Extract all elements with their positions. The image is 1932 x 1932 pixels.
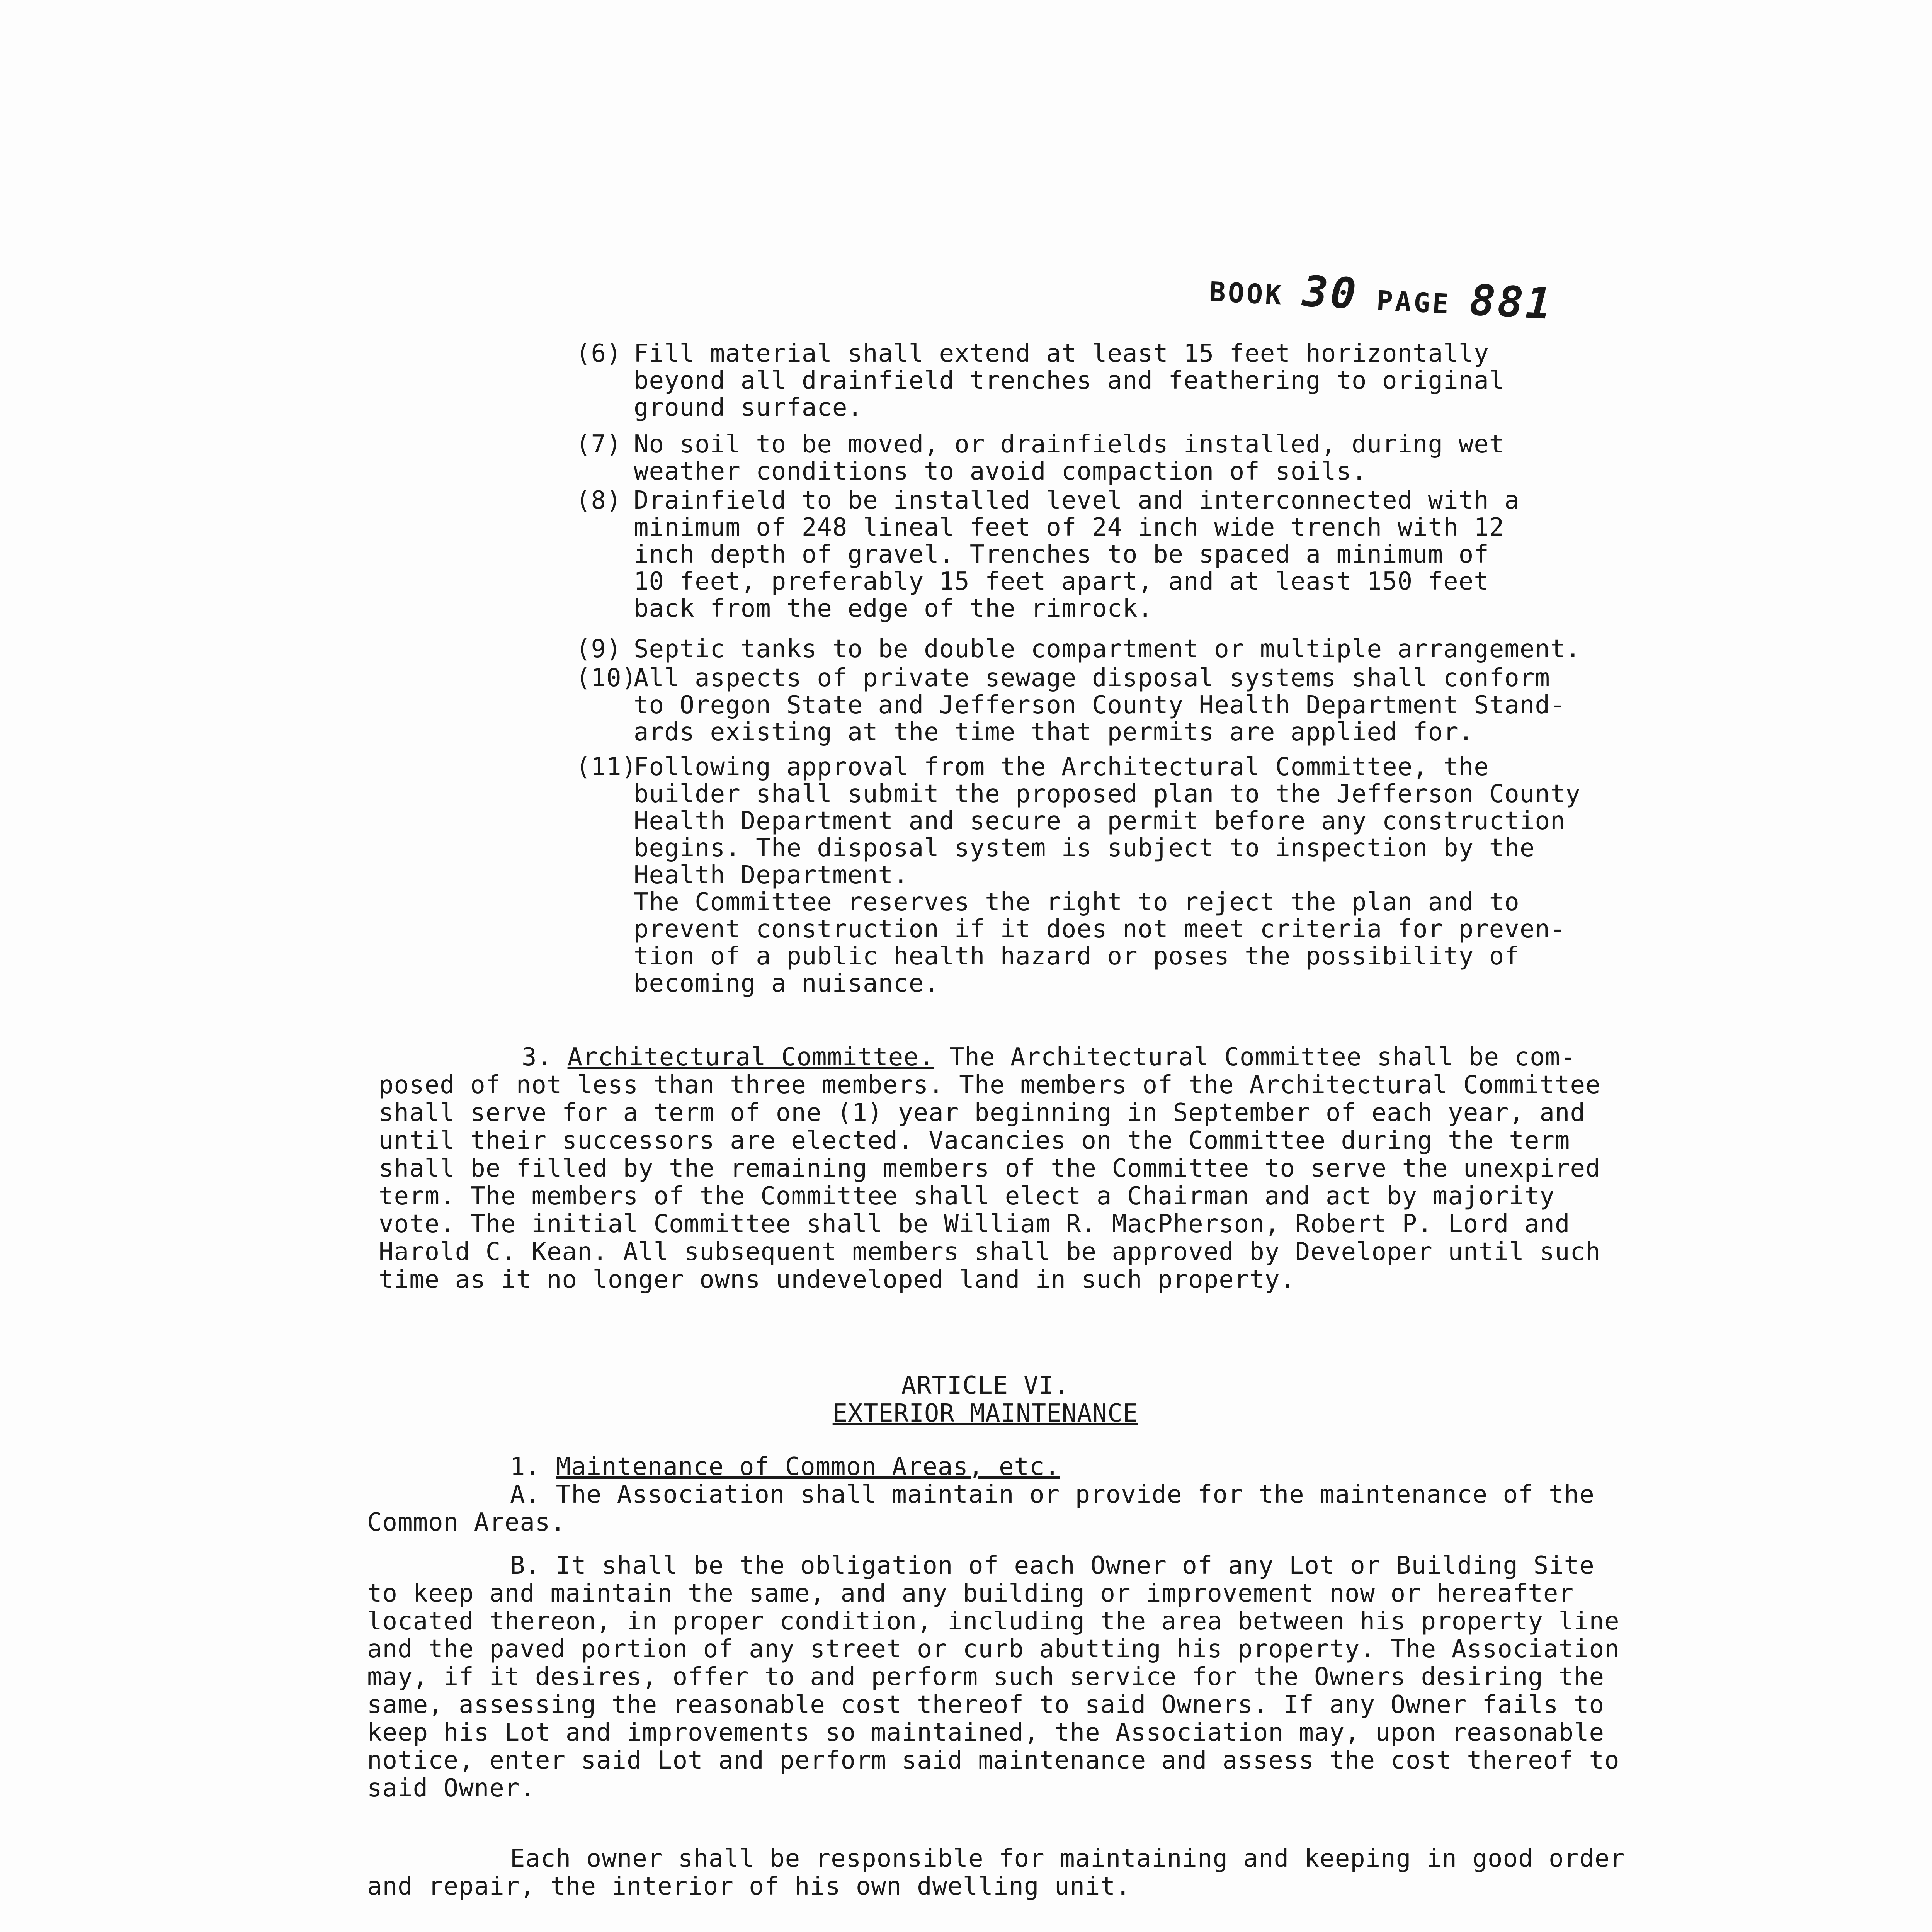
item-line: All aspects of private sewage disposal systems shall conform: [634, 664, 1550, 692]
paragraph-line: until their successors are elected. Vacancies on the Committee during the term: [379, 1126, 1570, 1155]
list-item-8: [576, 486, 1520, 623]
section-3-title: Architectural Committee.: [567, 1043, 934, 1071]
article-6-label: ARTICLE VI.: [901, 1371, 1070, 1400]
item-line: minimum of 248 lineal feet of 24 inch wide trench with 12: [634, 513, 1505, 542]
article-6-body: [367, 1453, 1625, 1900]
list-item-11: [576, 753, 1581, 998]
paragraph-line: located thereon, in proper condition, including the area between his property line: [367, 1607, 1620, 1636]
item-line: weather conditions to avoid compaction of soils.: [634, 457, 1367, 486]
section-3-first-text: The Architectural Committee shall be com-: [949, 1043, 1576, 1071]
subsection-1-number: 1.: [510, 1452, 541, 1481]
item-line: Drainfield to be installed level and interconnected with a: [634, 486, 1520, 515]
section-3-number: 3.: [522, 1043, 553, 1071]
stamp-page-number: 881: [1468, 275, 1555, 329]
paragraph-a-line: A. The Association shall maintain or provide for the maintenance of the: [510, 1480, 1595, 1509]
item-line: beyond all drainfield trenches and feathering to original: [634, 366, 1505, 395]
item-line: inch depth of gravel. Trenches to be spaced a minimum of: [634, 540, 1489, 569]
subsection-1-heading: [367, 1453, 1625, 1481]
item-line: Health Department and secure a permit before any construction: [634, 807, 1566, 835]
list-item-6: [576, 339, 1505, 422]
item-number: (11): [576, 753, 637, 781]
paragraph-line: Harold C. Kean. All subsequent members shall be approved by Developer until such: [379, 1238, 1601, 1266]
paragraph-line: shall be filled by the remaining members of the Committee to serve the unexpired: [379, 1154, 1601, 1183]
book-label: BOOK: [1208, 276, 1285, 311]
item-line: builder shall submit the proposed plan to the Jefferson County: [634, 780, 1581, 808]
book-number: 30: [1301, 266, 1360, 319]
owner-responsibility-cont: and repair, the interior of his own dwelling unit.: [367, 1872, 1131, 1901]
item-line: Septic tanks to be double compartment or multiple arrangement.: [634, 635, 1581, 663]
item-line: tion of a public health hazard or poses the possibility of: [634, 942, 1520, 971]
paragraph-line: vote. The initial Committee shall be William R. MacPherson, Robert P. Lord and: [379, 1210, 1570, 1238]
paragraph-line: said Owner.: [367, 1774, 535, 1803]
paragraph-line: to keep and maintain the same, and any building or improvement now or hereafter: [367, 1579, 1574, 1608]
paragraph-line: may, if it desires, offer to and perform such service for the Owners desiring the: [367, 1663, 1605, 1691]
item-line: ground surface.: [634, 393, 863, 422]
paragraph-line: term. The members of the Committee shall elect a Chairman and act by majority: [379, 1182, 1555, 1211]
list-item-10: [576, 664, 1566, 747]
paragraph-line: notice, enter said Lot and perform said maintenance and assess the cost thereof to: [367, 1746, 1620, 1775]
item-line: back from the edge of the rimrock.: [634, 594, 1153, 623]
paragraph-line: and the paved portion of any street or curb abutting his property. The Association: [367, 1635, 1620, 1663]
item-number: (8): [576, 486, 622, 515]
item-number: (7): [576, 430, 622, 459]
item-line: No soil to be moved, or drainfields installed, during wet: [634, 430, 1505, 459]
item-line: The Committee reserves the right to reject the plan and to: [634, 888, 1520, 917]
section-3-first-line: [379, 1043, 1601, 1071]
article-6-title: EXTERIOR MAINTENANCE: [832, 1399, 1138, 1428]
paragraph-a-cont: Common Areas.: [367, 1508, 566, 1537]
paragraph-line: same, assessing the reasonable cost thereof to said Owners. If any Owner fails to: [367, 1690, 1605, 1719]
paragraph-line: time as it no longer owns undeveloped land in such property.: [379, 1265, 1295, 1294]
item-line: becoming a nuisance.: [634, 969, 939, 998]
section-3-paragraph: [379, 1043, 1601, 1294]
item-line: ards existing at the time that permits are applied for.: [634, 718, 1474, 747]
subsection-1-title: Maintenance of Common Areas, etc.: [556, 1452, 1060, 1481]
item-line: prevent construction if it does not meet criteria for preven-: [634, 915, 1566, 944]
item-number: (10): [576, 664, 637, 692]
item-line: to Oregon State and Jefferson County Health Department Stand-: [634, 691, 1566, 719]
item-number: (6): [576, 339, 622, 368]
item-line: Following approval from the Architectural Committee, the: [634, 753, 1489, 781]
owner-responsibility-first: Each owner shall be responsible for maintaining and keeping in good order: [510, 1844, 1625, 1873]
item-line: Health Department.: [634, 861, 909, 889]
paragraph-line: keep his Lot and improvements so maintained, the Association may, upon reasonable: [367, 1718, 1605, 1747]
paragraph-line: shall serve for a term of one (1) year beginning in September of each year, and: [379, 1099, 1585, 1127]
page-label: PAGE: [1376, 284, 1452, 320]
article-6-heading: [0, 1372, 1932, 1427]
paragraph-line: posed of not less than three members. The members of the Architectural Committee: [379, 1071, 1601, 1099]
list-item-7: [576, 430, 1505, 486]
book-page-stamp: [1208, 262, 1554, 329]
item-number: (9): [576, 635, 622, 663]
list-item-9: [576, 635, 1581, 663]
item-line: Fill material shall extend at least 15 feet horizontally: [634, 339, 1489, 368]
paragraph-b-first: B. It shall be the obligation of each Owner of any Lot or Building Site: [510, 1551, 1595, 1580]
item-line: begins. The disposal system is subject to inspection by the: [634, 834, 1535, 862]
item-line: 10 feet, preferably 15 feet apart, and at least 150 feet: [634, 567, 1489, 596]
